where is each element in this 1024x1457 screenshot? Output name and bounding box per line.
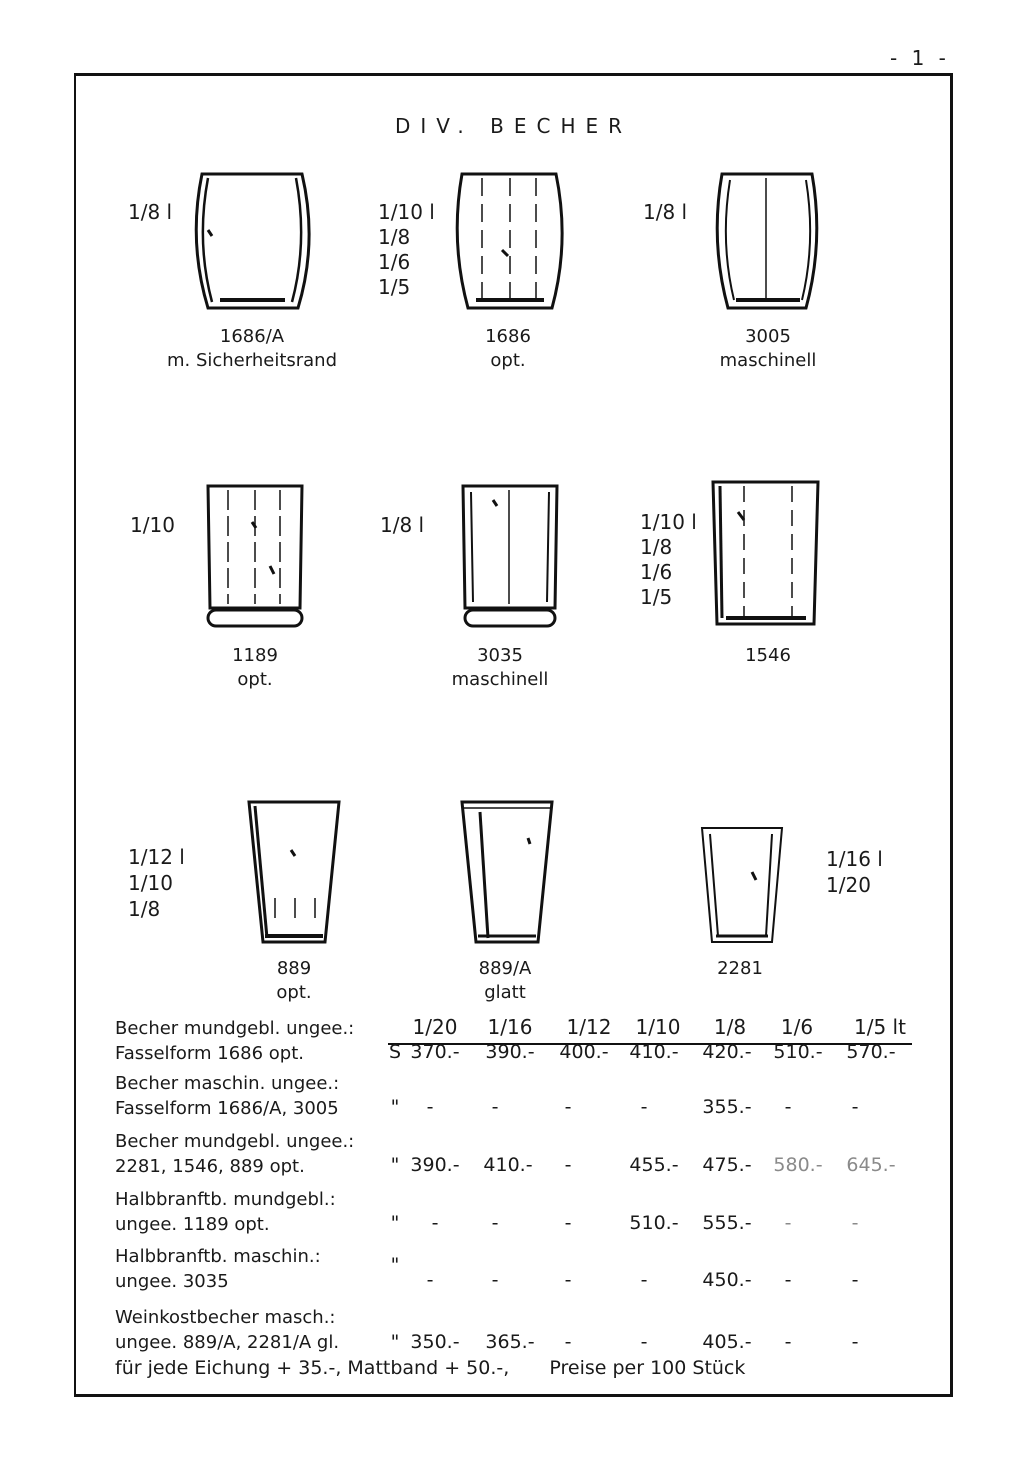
price-cell: - (640, 1269, 648, 1291)
size-label: 1/10 (128, 871, 173, 895)
size-label: 1/6 (378, 250, 411, 274)
column-header: 1/10 (635, 1015, 681, 1039)
price-cell: - (640, 1096, 648, 1118)
model-number: 2281 (717, 958, 763, 979)
price-cell: 410.- (483, 1154, 533, 1176)
row-label: Halbbranftb. maschin.: ungee. 3035 (115, 1246, 321, 1292)
size-label: 1/8 l (643, 200, 688, 224)
glass-2-sizes (378, 200, 435, 300)
column-header: 1/5 lt (854, 1015, 906, 1039)
row-label: Weinkostbecher masch.: ungee. 889/A, 2281/A gl. (115, 1307, 340, 1353)
size-label: 1/10 l (640, 510, 697, 534)
price-cell: - (564, 1154, 572, 1176)
model-note: glatt (484, 982, 526, 1003)
column-header: 1/20 (412, 1015, 458, 1039)
price-cell: 420.- (702, 1041, 752, 1063)
row-marker: " (390, 1254, 400, 1276)
price-cell: 510.- (629, 1212, 679, 1234)
price-cell: - (784, 1096, 792, 1118)
glass-3035-image (455, 482, 565, 632)
glass-1546-image (708, 478, 823, 630)
model-number: 1686 (485, 326, 531, 347)
glass-9-caption (640, 957, 840, 981)
row-marker: " (390, 1154, 400, 1176)
price-cell: 450.- (702, 1269, 752, 1291)
model-number: 3005 (745, 326, 791, 347)
glass-1-caption (152, 325, 352, 373)
surcharge-note: für jede Eichung + 35.-, Mattband + 50.-, (115, 1357, 510, 1379)
model-number: 1546 (745, 645, 791, 666)
glass-8-caption (405, 957, 605, 1005)
price-cell: 365.- (485, 1331, 535, 1353)
price-cell: - (851, 1331, 859, 1353)
price-cell: - (426, 1269, 434, 1291)
price-cell: 475.- (702, 1154, 752, 1176)
glass-7-sizes (128, 844, 185, 922)
price-cell: 390.- (485, 1041, 535, 1063)
price-cell: - (564, 1096, 572, 1118)
price-cell: 350.- (410, 1331, 460, 1353)
column-header: 1/6 (780, 1015, 814, 1039)
glass-889a-image (458, 798, 556, 948)
price-cell: 555.- (702, 1212, 752, 1234)
glass-3-sizes (643, 200, 687, 225)
size-label: 1/8 (128, 897, 161, 921)
price-cell: 570.- (846, 1041, 896, 1063)
glass-5-caption (400, 644, 600, 692)
price-cell: 645.- (846, 1154, 896, 1176)
model-number: 889/A (478, 958, 532, 979)
model-note: opt. (237, 669, 273, 690)
model-note: maschinell (451, 669, 549, 690)
glass-4-caption (155, 644, 355, 692)
price-cell: 405.- (702, 1331, 752, 1353)
glass-3005-image (710, 170, 825, 315)
model-note: opt. (490, 350, 526, 371)
price-cell: - (426, 1096, 434, 1118)
column-header: 1/12 (566, 1015, 612, 1039)
row-label: Becher mundgebl. ungee.: Fasselform 1686 opt. (115, 1018, 355, 1064)
size-label: 1/16 l (826, 847, 883, 871)
size-label: 1/5 (378, 275, 411, 299)
glass-1-sizes (128, 200, 172, 225)
price-cell: 400.- (559, 1041, 609, 1063)
glass-9-sizes (826, 846, 883, 898)
glass-2281-image (698, 824, 786, 948)
price-cell: - (564, 1269, 572, 1291)
model-number: 1189 (232, 645, 278, 666)
glass-2-caption (408, 325, 608, 373)
price-cell: - (564, 1212, 572, 1234)
size-label: 1/5 (640, 585, 673, 609)
glass-5-sizes (380, 513, 424, 538)
row-label: Halbbranftb. mundgebl.: ungee. 1189 opt. (115, 1189, 336, 1235)
size-label: 1/6 (640, 560, 673, 584)
price-cell: 580.- (773, 1154, 823, 1176)
model-number: 3035 (477, 645, 523, 666)
glass-1189-image (200, 482, 310, 632)
price-cell: - (491, 1096, 499, 1118)
price-cell: - (491, 1269, 499, 1291)
row-marker: " (390, 1212, 400, 1234)
price-cell: 410.- (629, 1041, 679, 1063)
price-cell: - (784, 1331, 792, 1353)
price-cell: - (640, 1331, 648, 1353)
price-cell: 510.- (773, 1041, 823, 1063)
row-marker: S (388, 1041, 402, 1063)
price-cell: - (431, 1212, 439, 1234)
glass-4-sizes (130, 513, 175, 538)
footer-note (115, 1357, 745, 1379)
row-marker: " (390, 1096, 400, 1118)
model-number: 1686/A (219, 326, 285, 347)
size-label: 1/8 l (380, 513, 425, 537)
glass-3-caption (668, 325, 868, 373)
page-number: - 1 - (890, 46, 950, 70)
glass-1686-image (452, 170, 567, 315)
price-cell: 370.- (410, 1041, 460, 1063)
price-cell: 390.- (410, 1154, 460, 1176)
price-cell: - (784, 1269, 792, 1291)
glass-889-image (245, 798, 343, 948)
row-label: Becher maschin. ungee.: Fasselform 1686/A, 3005 (115, 1073, 340, 1119)
model-note: opt. (276, 982, 312, 1003)
size-label: 1/12 l (128, 845, 185, 869)
row-label: Becher mundgebl. ungee.: 2281, 1546, 889 opt. (115, 1131, 355, 1177)
size-label: 1/20 (826, 873, 871, 897)
row-marker: " (390, 1331, 400, 1353)
price-cell: - (851, 1096, 859, 1118)
price-cell: 355.- (702, 1096, 752, 1118)
glass-6-caption (668, 644, 868, 668)
column-header: 1/16 (487, 1015, 533, 1039)
price-cell: - (491, 1212, 499, 1234)
glass-1686a-image (190, 170, 315, 315)
price-cell: 455.- (629, 1154, 679, 1176)
model-note: m. Sicherheitsrand (166, 350, 338, 371)
size-label: 1/8 (640, 535, 673, 559)
price-cell: - (564, 1331, 572, 1353)
column-header: 1/8 (713, 1015, 747, 1039)
size-label: 1/8 l (128, 200, 173, 224)
page-title: DIV. BECHER (395, 114, 633, 138)
glass-6-sizes (640, 510, 697, 610)
price-cell: - (851, 1212, 859, 1234)
size-label: 1/8 (378, 225, 411, 249)
size-label: 1/10 l (378, 200, 435, 224)
price-cell: - (784, 1212, 792, 1234)
size-label: 1/10 (130, 513, 175, 537)
model-note: maschinell (719, 350, 817, 371)
glass-7-caption (194, 957, 394, 1005)
price-unit-note: Preise per 100 Stück (549, 1357, 746, 1379)
price-cell: - (851, 1269, 859, 1291)
model-number: 889 (276, 958, 312, 979)
